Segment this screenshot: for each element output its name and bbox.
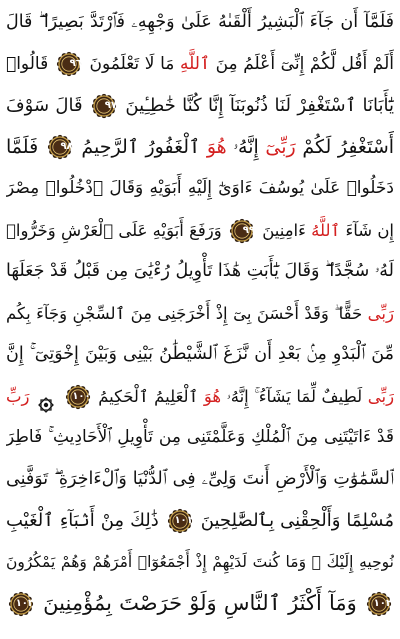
verse-text: ذَٰلِكَ مِنْ أَنۢبَآءِ ٱلْغَيْبِ (6, 510, 159, 531)
verse-line (6, 583, 394, 625)
verse-text: ٱلْعَلِيمُ ٱلْحَكِيمُ (98, 386, 199, 406)
verse-text: ٱلْغَفُورُ ٱلرَّحِيمُ (81, 135, 201, 158)
verse-text: قَالُوا۟ (6, 53, 49, 74)
divine-name-text: رَبِّى (367, 303, 394, 323)
verse-line (6, 376, 394, 418)
verse-text: أَلَمْ أَقُل لَّكُمْ إِنِّىٓ أَعْلَمُ مِنَ (215, 53, 394, 74)
verse-text: قَدْ ءَاتَيْتَنِى مِنَ ٱلْمُلْكِ وَعَلَّمْتَنِى مِن تَأْوِيلِ ٱلْأَحَادِيثِ ۚ فَاطِرَ (6, 427, 394, 447)
verse-line (6, 293, 394, 335)
verse-text: إِنَّهُۥ (233, 135, 259, 158)
ayah-number: ١٠٣ (15, 598, 34, 609)
verse-text: حَقًّا ۖ وَقَدْ أَحْسَنَ بِىٓ إِذْ أَخْرَجَنِى مِنَ ٱلسِّجْنِ وَجَآءَ بِكُم (6, 303, 363, 323)
verse-line (6, 542, 394, 584)
verse-text: قَالَ سَوْفَ (6, 95, 83, 116)
verse-text: ٱلسَّمَٰوَٰتِ وَٱلْأَرْضِ أَنتَ وَلِىِّۦ فِى ٱلدُّنْيَا وَٱلْءَاخِرَةِ ۖ تَوَفَّنِى (6, 468, 394, 489)
ayah-number: ٩٩ (242, 225, 255, 236)
verse-text: نُوحِيهِ إِلَيْكَ ۖ وَمَا كُنتَ لَدَيْهِمْ إِذْ أَجْمَعُوٓا۟ أَمْرَهُمْ وَهُمْ يَمْكُرُونَ (6, 552, 394, 571)
verse-text: لَهُۥ سُجَّدًا ۖ وَقَالَ يَٰٓأَبَتِ هَٰذَا تَأْوِيلُ رُءْيَٰىَ مِن قَبْلُ قَدْ جَعَلَهَا (6, 261, 394, 281)
ayah-number: ١٠٢ (373, 598, 392, 609)
verse-text: فَلَمَّا (6, 135, 39, 158)
verse-line (6, 459, 394, 501)
verse-line (6, 500, 394, 542)
verse-line (6, 127, 394, 169)
verse-text: دَخَلُوا۟ عَلَىٰ يُوسُفَ ءَاوَىٰٓ إِلَيْهِ أَبَوَيْهِ وَقَالَ ٱدْخُلُوا۟ مِصْرَ (6, 178, 394, 198)
divine-name-text: ٱللَّهِ (180, 53, 210, 74)
divine-name-text: هُوَ (206, 135, 227, 158)
verse-text: وَرَفَعَ أَبَوَيْهِ عَلَى ٱلْعَرْشِ وَخَرُّوا۟ (6, 220, 222, 240)
verse-line (6, 251, 394, 293)
ayah-number: ٩٧ (104, 100, 118, 111)
divine-name-text: رَبِّىٓ (265, 135, 296, 158)
verse-text: مَا لَا تَعْلَمُونَ (89, 53, 175, 74)
verse-text: فَلَمَّآ أَن جَآءَ ٱلْبَشِيرُ أَلْقَىٰهُ عَلَىٰ وَجْهِهِۦ فَٱرْتَدَّ بَصِيرًا ۖ قَالَ (6, 12, 394, 32)
ayah-number-marker (56, 51, 82, 77)
verse-text: وَمَآ أَكْثَرُ ٱلنَّاسِ وَلَوْ حَرَصْتَ بِمُؤْمِنِينَ (43, 591, 357, 615)
verse-text: أَسْتَغْفِرُ لَكُمْ (302, 135, 394, 158)
divine-name-text: رَبِّ (6, 386, 30, 406)
ayah-number-marker (47, 134, 73, 160)
verse-text: إِن شَآءَ (345, 220, 394, 240)
divine-name-text: رَبِّى (367, 386, 394, 406)
ayah-number: ٩٨ (60, 141, 73, 152)
verse-line (6, 44, 394, 86)
verse-line (6, 210, 394, 252)
verse-line (6, 2, 394, 44)
verse-text: ءَامِنِينَ (262, 220, 306, 240)
verse-text: لَطِيفٌ لِّمَا يَشَآءُ ۚ إِنَّهُۥ (226, 386, 363, 406)
ayah-number-marker (91, 93, 117, 119)
verse-line (6, 168, 394, 210)
verse-line (6, 334, 394, 376)
hizb-marker-icon (37, 388, 55, 406)
ayah-number-marker (366, 591, 392, 617)
verse-text: مُسْلِمًا وَأَلْحِقْنِى بِٱلصَّٰلِحِينَ (200, 510, 394, 531)
ayah-number-marker (8, 591, 34, 617)
ayah-number-marker (229, 218, 255, 244)
verse-line (6, 85, 394, 127)
rub-el-hizb-icon (37, 396, 55, 414)
ayah-number: ٩٦ (69, 57, 82, 69)
ayah-number-marker (65, 384, 91, 410)
ayah-number-marker (167, 508, 193, 534)
divine-name-text: ٱللَّهُ (311, 220, 341, 240)
divine-name-text: هُوَ (203, 386, 222, 406)
verse-line (6, 417, 394, 459)
verse-text: يَٰٓأَبَانَا ٱسْتَغْفِرْ لَنَا ذُنُوبَنَآ إِنَّا كُنَّا خَٰطِـِٔينَ (125, 95, 394, 116)
ayah-number: ١٠٠ (72, 391, 91, 402)
ayah-number: ١٠١ (174, 515, 193, 526)
verse-text: مِّنَ ٱلْبَدْوِ مِنۢ بَعْدِ أَن نَّزَغَ ٱلشَّيْطَٰنُ بَيْنِى وَبَيْنَ إِخْوَتِىٓ ۚ إِنَّ (6, 344, 394, 364)
